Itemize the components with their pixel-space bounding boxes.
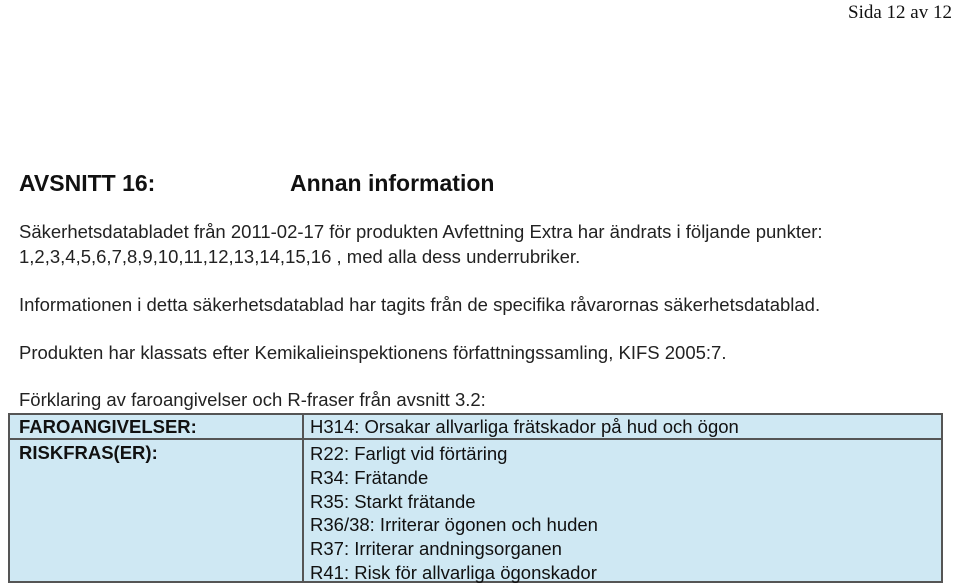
risk-phrase-item: R37: Irriterar andningsorganen	[310, 538, 562, 560]
section-title: Annan information	[290, 170, 495, 196]
table-column-divider	[302, 415, 304, 581]
risk-phrase-item: R34: Frätande	[310, 466, 429, 488]
risk-phrase-list	[310, 442, 598, 585]
page-number: Sida 12 av 12	[848, 2, 952, 23]
revision-paragraph-line-2: 1,2,3,4,5,6,7,8,9,10,11,12,13,14,15,16 , med alla dess underrubriker.	[19, 246, 581, 267]
section-heading: AVSNITT 16:	[19, 170, 156, 196]
hazard-statements-label: FAROANGIVELSER:	[19, 416, 197, 437]
table-row-divider	[10, 438, 941, 440]
hazard-info-table	[8, 413, 943, 583]
risk-phrase-item: R41: Risk för allvarliga ögonskador	[310, 561, 597, 583]
risk-phrases-label: RISKFRAS(ER):	[19, 442, 158, 463]
risk-phrase-item: R36/38: Irriterar ögonen och huden	[310, 514, 598, 536]
explanation-heading: Förklaring av faroangivelser och R-fraser från avsnitt 3.2:	[19, 389, 486, 410]
revision-paragraph-line-1: Säkerhetsdatabladet från 2011-02-17 för produkten Avfettning Extra har ändrats i följande punkter:	[19, 221, 823, 242]
risk-phrase-item: R22: Farligt vid förtäring	[310, 443, 508, 464]
source-paragraph: Informationen i detta säkerhetsdatablad har tagits från de specifika råvarornas säkerhetsdatablad.	[19, 294, 821, 315]
risk-phrase-item: R35: Starkt frätande	[310, 490, 476, 512]
classification-paragraph: Produkten har klassats efter Kemikalieinspektionens författningssamling, KIFS 2005:7.	[19, 342, 727, 363]
hazard-statement-value: H314: Orsakar allvarliga frätskador på hud och ögon	[310, 416, 739, 437]
